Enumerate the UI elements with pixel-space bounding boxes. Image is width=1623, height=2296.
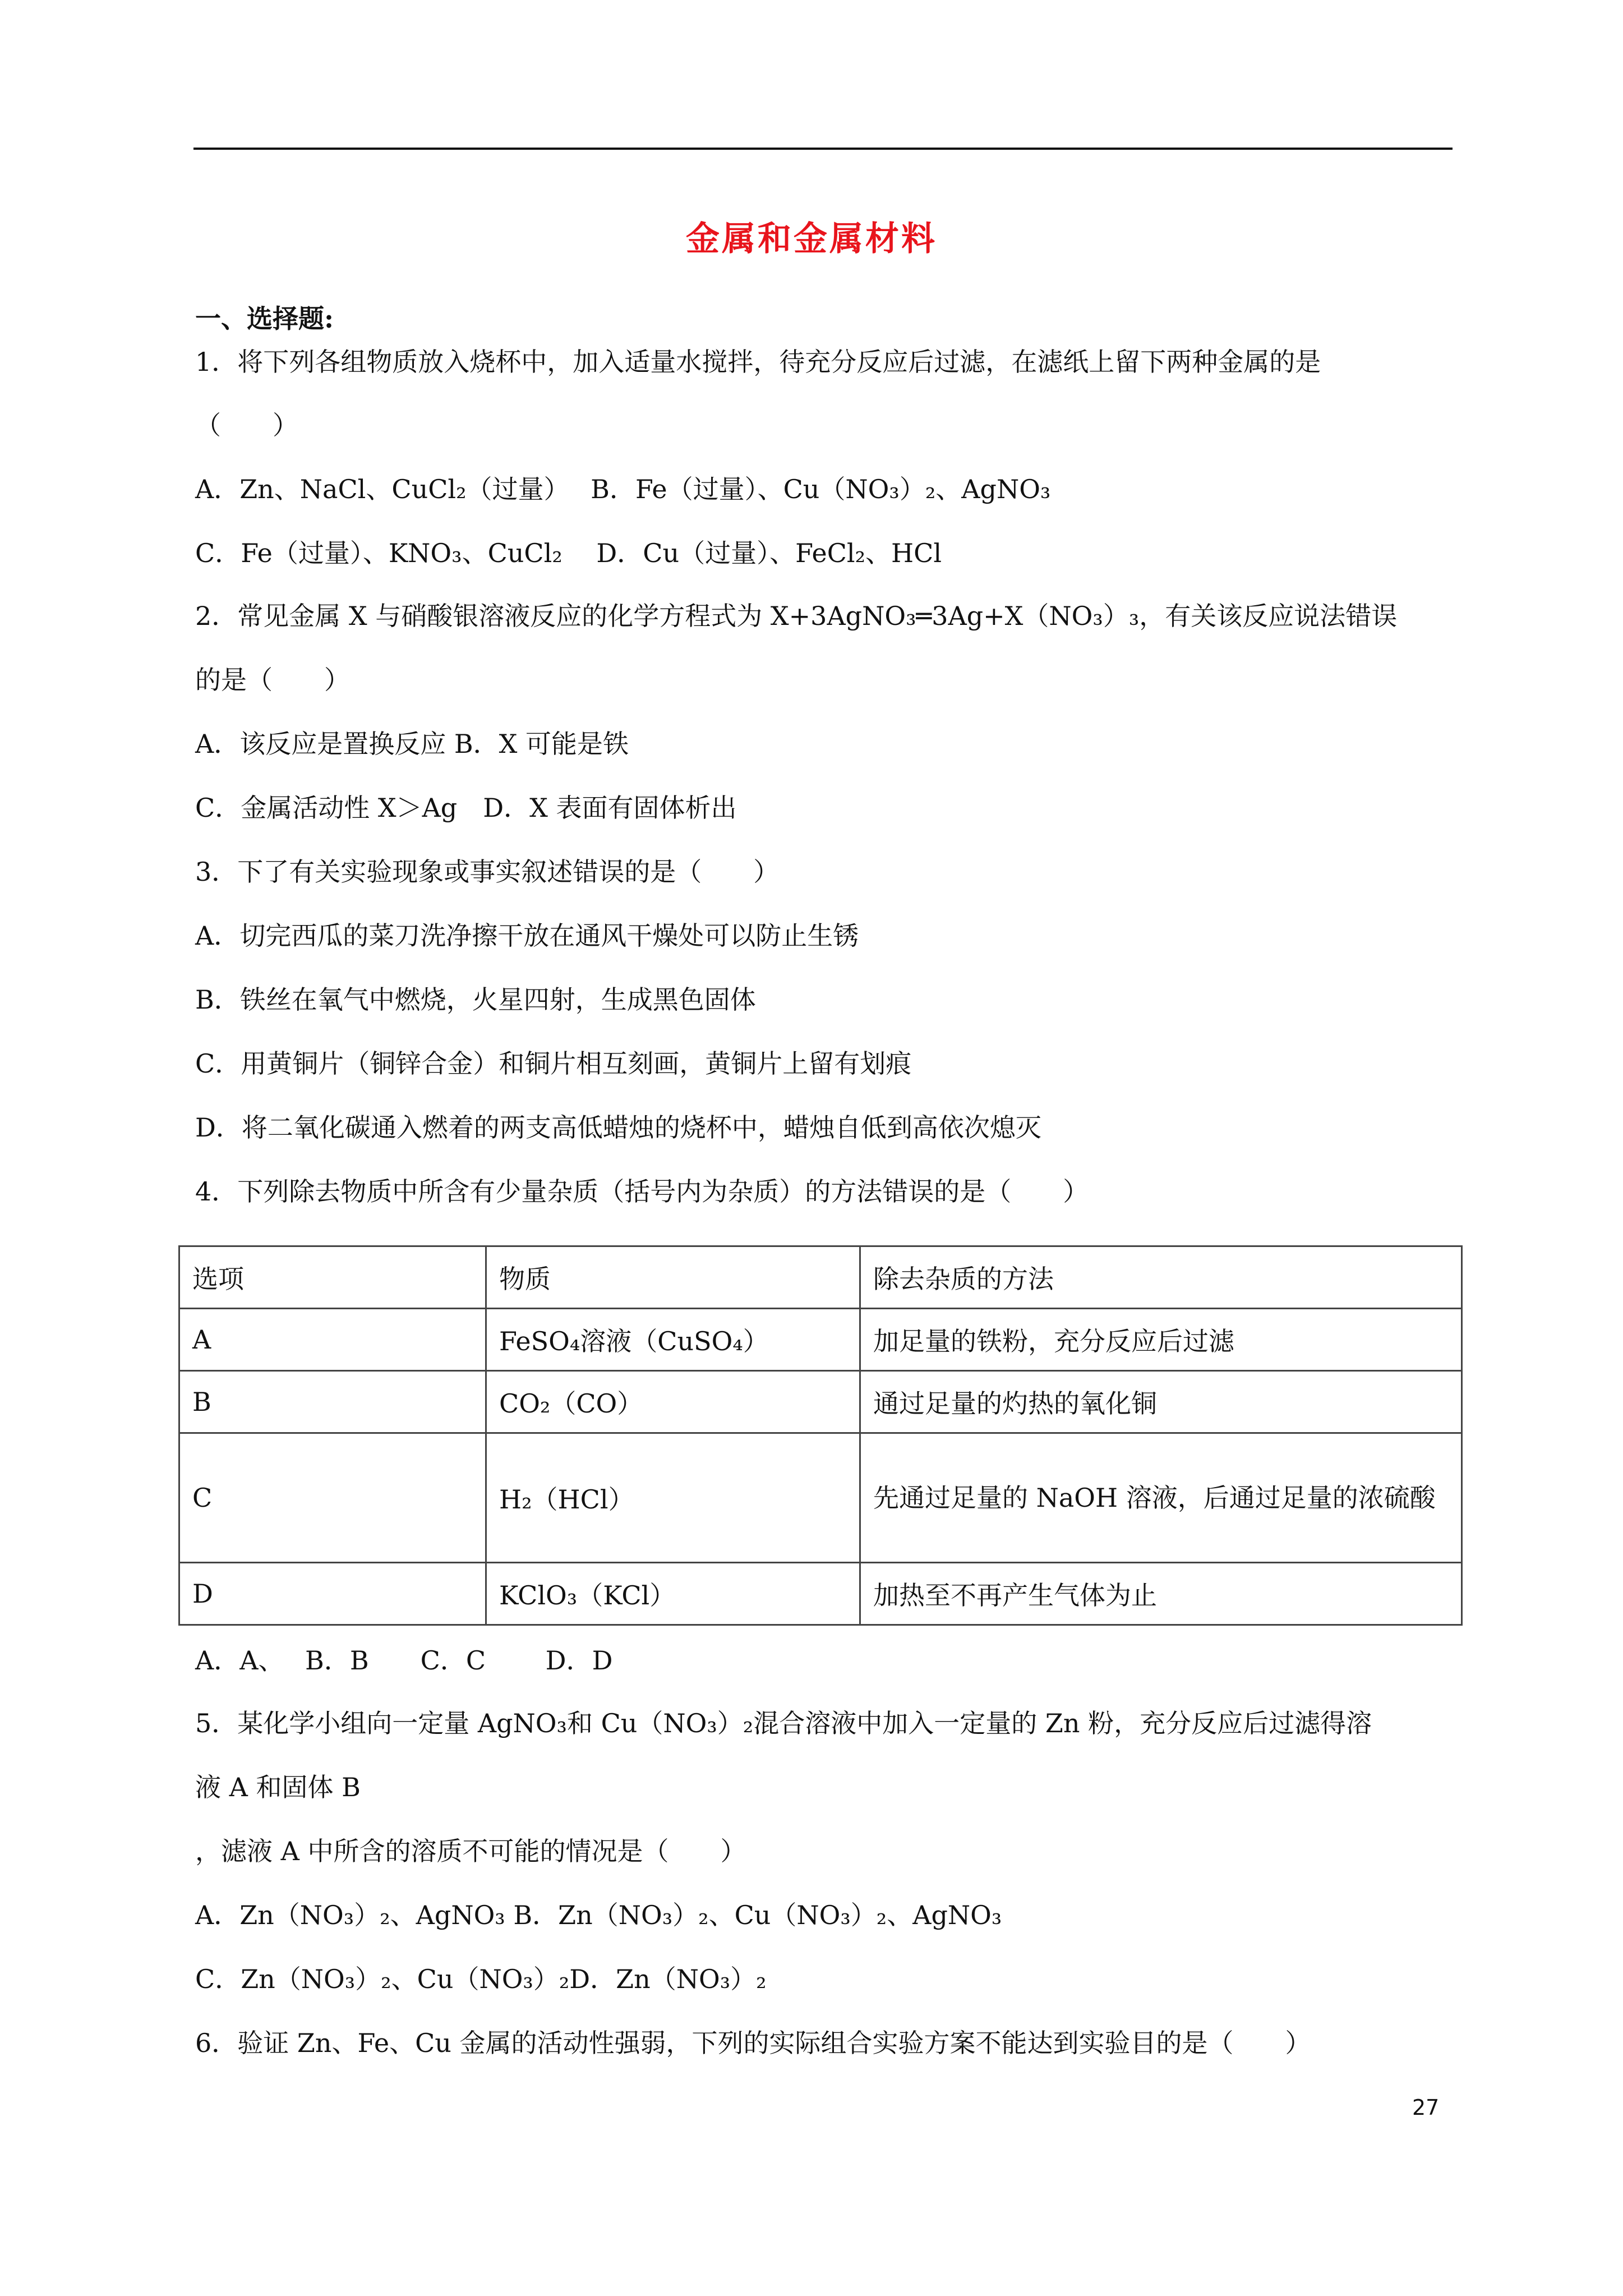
table-cell: KClO₃（KCl） (486, 1563, 860, 1625)
table-cell: D (179, 1563, 486, 1625)
table-cell: FeSO₄溶液（CuSO₄） (486, 1309, 860, 1371)
header-rule (193, 148, 1453, 150)
table-cell: 加热至不再产生气体为止 (860, 1563, 1462, 1625)
table-cell: 先通过足量的 NaOH 溶液，后通过足量的浓硫酸 (860, 1433, 1462, 1563)
table-row (179, 1433, 1462, 1563)
table-cell: B (179, 1371, 486, 1433)
q2-options-ab: A．该反应是置换反应 B．X 可能是铁 (195, 729, 629, 759)
q2-stem: 2．常见金属 X 与硝酸银溶液反应的化学方程式为 X+3AgNO₃═3Ag+X（NO₃）₃，有关该反应说法错误 (195, 601, 1398, 631)
q5-stem-cont: 液 A 和固体 B (195, 1772, 361, 1802)
table-cell: H₂（HCl） (486, 1433, 860, 1563)
q3-option-b: B．铁丝在氧气中燃烧，火星四射，生成黑色固体 (195, 984, 756, 1015)
q3-option-a: A．切完西瓜的菜刀洗净擦干放在通风干燥处可以防止生锈 (195, 921, 859, 951)
table-row (179, 1309, 1462, 1371)
table-cell: A (179, 1309, 486, 1371)
q3-option-c: C．用黄铜片（铜锌合金）和铜片相互刻画，黄铜片上留有划痕 (195, 1048, 912, 1079)
q4-table (178, 1245, 1463, 1626)
q4-options: A．A、 B．B C．C D．D (195, 1645, 613, 1676)
table-header-row (179, 1246, 1462, 1309)
table-row (179, 1563, 1462, 1625)
q6-stem: 6．验证 Zn、Fe、Cu 金属的活动性强弱，下列的实际组合实验方案不能达到实验目的是（ ） (195, 2028, 1311, 2058)
section-heading: 一、选择题: (195, 303, 334, 334)
q3-stem: 3．下了有关实验现象或事实叙述错误的是（ ） (195, 857, 780, 887)
page-number: 27 (1412, 2095, 1440, 2120)
q2-options-cd: C．金属活动性 X＞Ag D．X 表面有固体析出 (195, 793, 737, 823)
table-header-cell: 选项 (179, 1246, 486, 1309)
table-cell: C (179, 1433, 486, 1563)
q2-stem-cont: 的是（ ） (195, 665, 350, 695)
q1-options-ab: A．Zn、NaCl、CuCl₂（过量） B．Fe（过量）、Cu（NO₃）₂、AgNO₃ (195, 474, 1051, 504)
table-cell: 加足量的铁粉，充分反应后过滤 (860, 1309, 1462, 1371)
q5-stem-cont2: ，滤液 A 中所含的溶质不可能的情况是（ ） (195, 1836, 746, 1866)
q4-stem: 4．下列除去物质中所含有少量杂质（括号内为杂质）的方法错误的是（ ） (195, 1176, 1089, 1207)
q5-stem: 5．某化学小组向一定量 AgNO₃和 Cu（NO₃）₂混合溶液中加入一定量的 Zn 粉，充分反应后过滤得溶 (195, 1708, 1372, 1738)
table-header-cell: 除去杂质的方法 (860, 1246, 1462, 1309)
table-row (179, 1371, 1462, 1433)
q3-option-d: D．将二氧化碳通入燃着的两支高低蜡烛的烧杯中，蜡烛自低到高依次熄灭 (195, 1112, 1041, 1143)
page-title: 金属和金属材料 (686, 219, 937, 259)
q5-options-cd: C．Zn（NO₃）₂、Cu（NO₃）₂D．Zn（NO₃）₂ (195, 1964, 767, 1994)
q1-options-cd: C．Fe（过量）、KNO₃、CuCl₂ D．Cu（过量）、FeCl₂、HCl (195, 538, 942, 568)
q5-options-ab: A．Zn（NO₃）₂、AgNO₃ B．Zn（NO₃）₂、Cu（NO₃）₂、AgNO₃ (195, 1900, 1002, 1930)
q1-stem: 1．将下列各组物质放入烧杯中，加入适量水搅拌，待充分反应后过滤，在滤纸上留下两种金属的是 (195, 347, 1321, 377)
table-cell: 通过足量的灼热的氧化铜 (860, 1371, 1462, 1433)
table-cell: CO₂（CO） (486, 1371, 860, 1433)
table-header-cell: 物质 (486, 1246, 860, 1309)
q1-stem-cont: （ ） (195, 410, 298, 440)
